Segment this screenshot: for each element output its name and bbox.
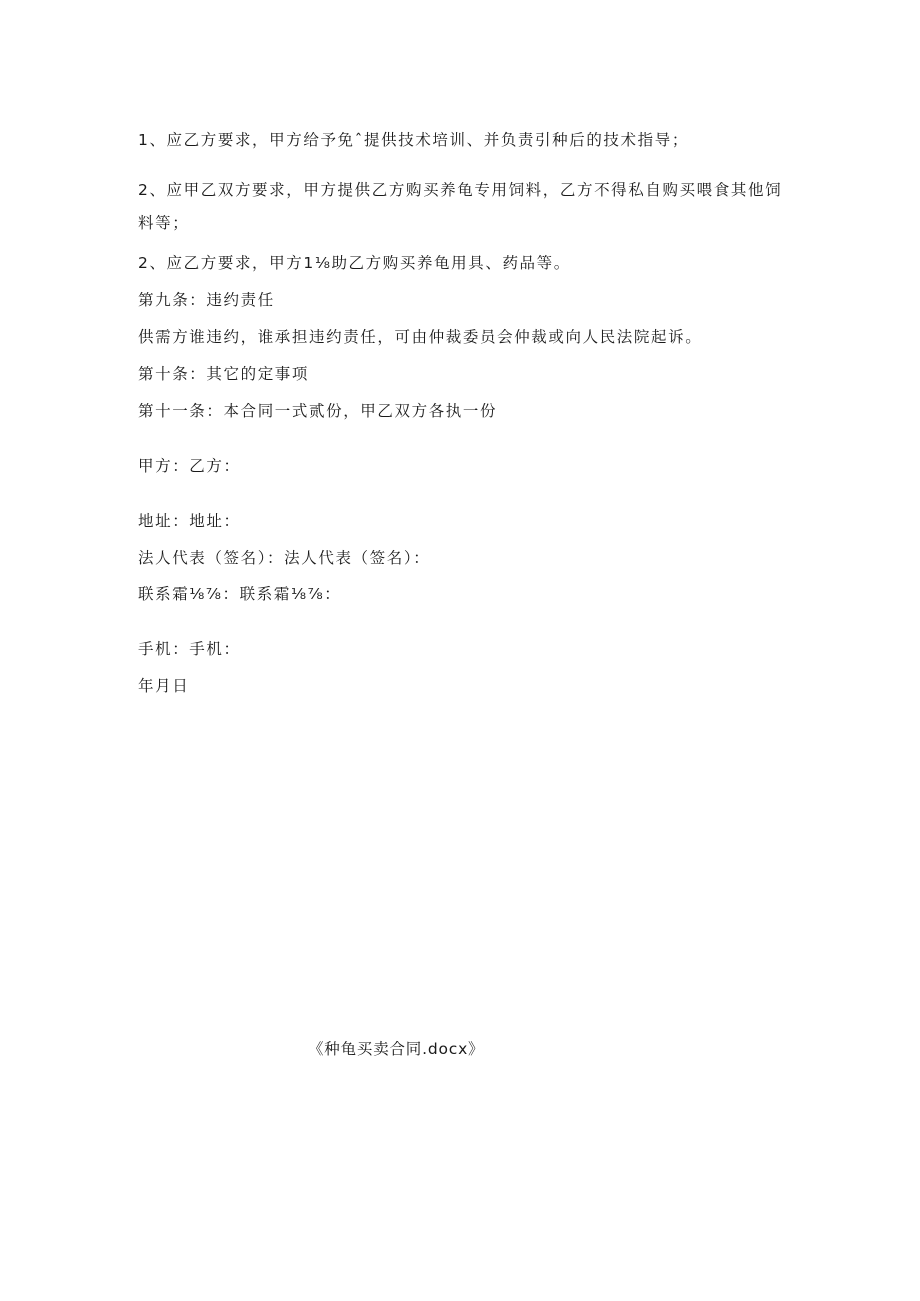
party-labels: 甲方：乙方： xyxy=(138,457,241,475)
article-11-text: 第十一条：本合同一式贰份，甲乙双方各执一份 xyxy=(138,402,498,420)
clause-item-feed-continued: 料等； xyxy=(138,214,190,232)
clause-item-supplies: 2、应乙方要求，甲方1⅛助乙方购买养龟用具、药品等。 xyxy=(138,254,571,272)
article-10-heading: 第十条：其它的定事项 xyxy=(138,365,310,383)
mobile-labels: 手机：手机： xyxy=(138,640,241,658)
address-labels: 地址：地址： xyxy=(138,512,241,530)
contact-labels: 联系霜⅛⅞：联系霜⅛⅞： xyxy=(138,585,342,603)
clause-item-training: 1、应乙方要求，甲方给予免ˆ提供技术培训、并负责引种后的技术指导； xyxy=(138,131,689,149)
legal-representative-labels: 法人代表（签名）：法人代表（签名）： xyxy=(138,549,431,567)
article-9-heading: 第九条：违约责任 xyxy=(138,291,275,309)
article-9-text: 供需方谁违约，谁承担违约责任，可由仲裁委员会仲裁或向人民法院起诉。 xyxy=(138,328,703,346)
document-filename: 《种龟买卖合同.docx》 xyxy=(308,1040,485,1058)
date-line: 年月日 xyxy=(138,677,190,695)
clause-item-feed: 2、应甲乙双方要求，甲方提供乙方购买养龟专用饲料，乙方不得私自购买喂食其他饲 xyxy=(138,181,783,199)
